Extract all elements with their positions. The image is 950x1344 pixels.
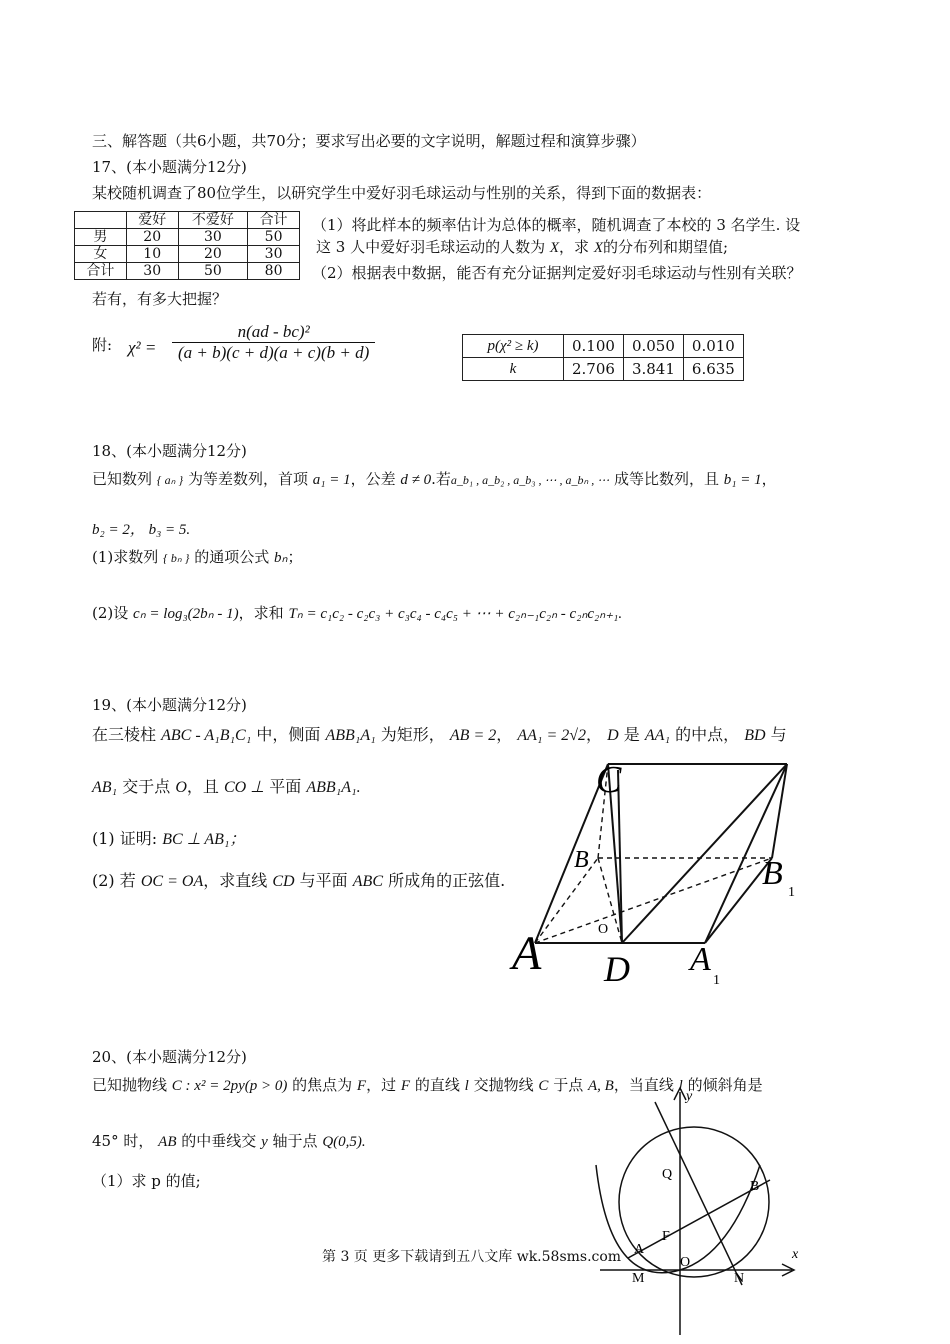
label-b: B bbox=[574, 847, 589, 873]
segment-ab: AB bbox=[158, 1134, 177, 1150]
table-cell: k bbox=[463, 358, 564, 381]
var-x: X bbox=[549, 240, 560, 256]
q18-part1 bbox=[92, 546, 303, 567]
points-ab: A, B bbox=[587, 1078, 614, 1094]
oc-eq-oa: OC = OA bbox=[140, 873, 204, 890]
bc-perp-ab1: BC ⊥ AB₁； bbox=[162, 831, 246, 848]
text: (1)求数列 bbox=[92, 548, 159, 566]
text: ，求直线 bbox=[203, 871, 268, 890]
text: 的中垂线交 bbox=[181, 1132, 257, 1150]
sequence-b: { bₙ } bbox=[163, 551, 190, 565]
text: 这 3 人中爱好羽毛球运动的人数为 bbox=[316, 238, 546, 256]
face: ABB₁A₁. bbox=[306, 779, 361, 796]
q18-title: 18、(本小题满分12分) bbox=[92, 442, 247, 460]
text: 轴于点 bbox=[272, 1132, 318, 1150]
ab-length: AB = 2 bbox=[449, 727, 497, 744]
parabola-figure bbox=[580, 1080, 810, 1340]
text: ，求 bbox=[559, 238, 590, 256]
table-cell: 0.010 bbox=[683, 335, 743, 358]
q18-part2 bbox=[92, 602, 622, 623]
label-x: x bbox=[792, 1247, 799, 1262]
table-cell: 30 bbox=[126, 263, 178, 280]
q20-line2 bbox=[92, 1130, 366, 1151]
label-c: C bbox=[596, 759, 622, 801]
q17-part2-line1: （2）根据表中数据，能否有充分证据判定爱好羽毛球运动与性别有关联？ bbox=[312, 264, 802, 282]
q17-intro: 某校随机调查了80位学生，以研究学生中爱好羽毛球运动与性别的关系，得到下面的数据表： bbox=[92, 184, 712, 202]
table-cell: 2.706 bbox=[564, 358, 624, 381]
q19-line1: 在三棱柱 ABC - A₁B₁C₁ 中，侧面 ABB₁A₁ 为矩形， AB = 2， AA₁ = 2√2， D 是 AA₁ 的中点， BD 与 bbox=[92, 725, 787, 744]
text: .若 bbox=[431, 470, 451, 488]
text: 的倾斜角是 bbox=[687, 1076, 763, 1094]
text: 平面 bbox=[269, 777, 302, 796]
text: 的焦点为 bbox=[292, 1076, 353, 1094]
label-d: D bbox=[604, 949, 630, 989]
table-cell: 20 bbox=[178, 246, 248, 263]
line-l: l bbox=[678, 1078, 683, 1094]
label-b1: B bbox=[762, 855, 783, 892]
table-cell: 爱好 bbox=[126, 212, 178, 229]
curve-c: C bbox=[538, 1078, 549, 1094]
q17-part2-line2: 若有，有多大把握？ bbox=[92, 290, 228, 308]
q19-part1 bbox=[92, 826, 245, 849]
q17-part1-line1: （1）将此样本的频率估计为总体的概率，随机调查了本校的 3 名学生. 设 bbox=[312, 216, 801, 234]
label-f: F bbox=[662, 1229, 670, 1244]
table-row bbox=[75, 212, 300, 229]
table-cell bbox=[75, 212, 127, 229]
label-a1-sub: 1 bbox=[713, 973, 720, 988]
focus-f: F bbox=[356, 1078, 367, 1094]
label-n: N bbox=[734, 1271, 745, 1286]
table-row bbox=[75, 229, 300, 246]
page-footer: 第 3 页 更多下载请到五八文库 wk.58sms.com bbox=[322, 1249, 622, 1265]
section-header: 三、解答题（共6小题，共70分；要求写出必要的文字说明，解题过程和演算步骤） bbox=[92, 132, 646, 150]
table-cell: 不爱好 bbox=[178, 212, 248, 229]
bn: bₙ bbox=[274, 550, 288, 566]
text: ，过 bbox=[366, 1076, 397, 1094]
text: 为等差数列，首项 bbox=[187, 470, 308, 488]
table-cell: 0.050 bbox=[623, 335, 683, 358]
label-a: A bbox=[634, 1242, 645, 1257]
text: 交抛物线 bbox=[473, 1076, 534, 1094]
text: 成等比数列，且 bbox=[614, 470, 720, 488]
table-cell: 30 bbox=[248, 246, 300, 263]
plane-abc: ABC bbox=[352, 873, 383, 890]
q18-line1 bbox=[92, 468, 777, 489]
q17-part1-line2 bbox=[316, 236, 728, 257]
table-cell: 20 bbox=[126, 229, 178, 246]
text: (2) 若 bbox=[92, 871, 136, 890]
table-cell: 10 bbox=[126, 246, 178, 263]
critical-value-table bbox=[462, 334, 744, 381]
table-cell: 合计 bbox=[248, 212, 300, 229]
geometric-subsequence: a_b₁ , a_b₂ , a_b₃ , ⋯ , a_bₙ , ⋯ bbox=[450, 473, 610, 487]
label-y: y bbox=[686, 1089, 693, 1104]
text: 在三棱柱 bbox=[92, 725, 157, 744]
text: (2)设 bbox=[92, 604, 129, 622]
sequence-a: { aₙ } bbox=[156, 473, 184, 487]
q20-part1: （1）求 p 的值; bbox=[92, 1172, 201, 1190]
text: ，公差 bbox=[350, 470, 396, 488]
text: 的通项公式 bbox=[194, 548, 270, 566]
text: 是 bbox=[623, 725, 640, 744]
label-o: O bbox=[680, 1255, 691, 1270]
formula-denominator: (a + b)(c + d)(a + c)(b + d) bbox=[178, 343, 370, 362]
edge-a1c1 bbox=[705, 764, 787, 943]
first-term: a₁ = 1 bbox=[312, 472, 351, 488]
text: 的分布列和期望值; bbox=[603, 238, 729, 256]
chi-square-lhs: χ² = bbox=[128, 338, 157, 357]
text: 交于点 bbox=[122, 777, 171, 796]
text: 的中点， bbox=[675, 725, 740, 744]
table-row bbox=[463, 335, 744, 358]
text: 已知抛物线 bbox=[92, 1076, 168, 1094]
q19-part2 bbox=[92, 868, 505, 891]
table-cell: 6.635 bbox=[683, 358, 743, 381]
text: 所成角的正弦值. bbox=[388, 871, 506, 890]
q19-title: 19、(本小题满分12分) bbox=[92, 696, 247, 714]
table-cell: 80 bbox=[248, 263, 300, 280]
table-cell: 50 bbox=[178, 263, 248, 280]
q18-line2: b₂ = 2， b₃ = 5. bbox=[92, 522, 191, 538]
text: 时， bbox=[123, 1132, 154, 1150]
text: 与平面 bbox=[299, 871, 348, 890]
q17-data-table bbox=[74, 211, 300, 280]
label-m: M bbox=[632, 1271, 645, 1286]
common-difference: d ≠ 0 bbox=[400, 472, 432, 488]
segment-ab1: AB₁ bbox=[92, 779, 118, 796]
text: 为矩形， bbox=[380, 725, 445, 744]
text: (1) 证明: bbox=[92, 829, 158, 848]
table-cell: 男 bbox=[75, 229, 127, 246]
text: 于点 bbox=[553, 1076, 584, 1094]
focus-f: F bbox=[400, 1078, 411, 1094]
edge-ab1 bbox=[535, 858, 772, 943]
text: 已知数列 bbox=[92, 470, 153, 488]
text: 的直线 bbox=[414, 1076, 460, 1094]
face: ABB₁A₁ bbox=[325, 727, 376, 744]
text: ； bbox=[287, 548, 303, 566]
label-b: B bbox=[750, 1179, 760, 1194]
co-perp: CO ⊥ bbox=[223, 779, 265, 796]
table-cell: 50 bbox=[248, 229, 300, 246]
text: ，且 bbox=[186, 777, 219, 796]
line-l: l bbox=[464, 1078, 469, 1094]
table-cell: 0.100 bbox=[564, 335, 624, 358]
point-q: Q(0,5). bbox=[322, 1134, 366, 1150]
q19-line2 bbox=[92, 774, 361, 797]
angle-45: 45° bbox=[92, 1132, 119, 1150]
text: 中，侧面 bbox=[256, 725, 321, 744]
tn-sum: Tₙ = c₁c₂ - c₂c₃ + c₃c₄ - c₄c₅ + ⋯ + c₂ₙ₋₁c₂ₙ - c₂ₙc₂ₙ₊₁. bbox=[288, 606, 623, 622]
perpendicular-bisector bbox=[655, 1102, 745, 1286]
text: ，求和 bbox=[238, 604, 284, 622]
table-cell: p(χ² ≥ k) bbox=[463, 335, 564, 358]
q20-title: 20、(本小题满分12分) bbox=[92, 1048, 247, 1066]
table-cell: 合计 bbox=[75, 263, 127, 280]
text: ，当直线 bbox=[613, 1076, 674, 1094]
formula-numerator: n(ad - bc)² bbox=[172, 322, 375, 343]
cn-definition: cₙ = log₃(2bₙ - 1) bbox=[133, 606, 239, 622]
point-d: D bbox=[607, 727, 619, 744]
var-x: X bbox=[593, 240, 604, 256]
text: ， bbox=[761, 470, 777, 488]
segment-cd: CD bbox=[272, 873, 295, 890]
appendix-label: 附: bbox=[92, 336, 113, 354]
edge-dc1 bbox=[622, 764, 787, 943]
b1-value: b₁ = 1 bbox=[723, 472, 762, 488]
label-b1-sub: 1 bbox=[788, 885, 795, 900]
label-a1: A bbox=[690, 941, 711, 978]
chi-square-fraction bbox=[172, 322, 375, 363]
table-row bbox=[463, 358, 744, 381]
segment-bd: BD bbox=[744, 727, 766, 744]
y-axis-name: y bbox=[261, 1134, 268, 1150]
text: 与 bbox=[770, 725, 787, 744]
parabola-eq: C : x² = 2py(p > 0) bbox=[171, 1078, 288, 1094]
prism: ABC - A₁B₁C₁ bbox=[161, 727, 252, 744]
point-o: O bbox=[175, 779, 187, 796]
q17-title: 17、(本小题满分12分) bbox=[92, 158, 247, 176]
label-a: A bbox=[512, 927, 542, 980]
table-row bbox=[75, 246, 300, 263]
table-cell: 女 bbox=[75, 246, 127, 263]
segment-aa1: AA₁ bbox=[644, 727, 670, 744]
table-cell: 30 bbox=[178, 229, 248, 246]
prism-figure bbox=[500, 750, 820, 995]
aa1-length: AA₁ = 2√2 bbox=[517, 727, 587, 744]
table-cell: 3.841 bbox=[623, 358, 683, 381]
label-q: Q bbox=[662, 1167, 673, 1182]
table-row bbox=[75, 263, 300, 280]
label-o: O bbox=[598, 922, 609, 937]
line-ab bbox=[628, 1180, 770, 1258]
